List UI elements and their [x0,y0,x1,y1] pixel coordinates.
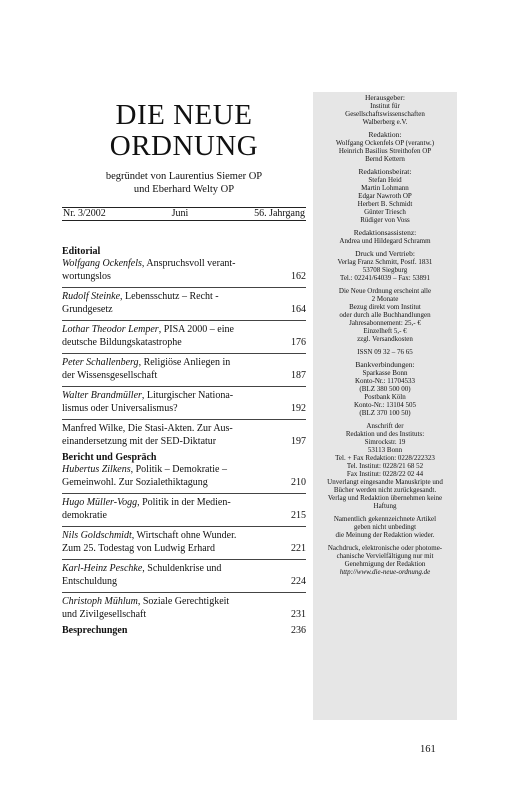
toc-author: Nils Goldschmidt [62,530,132,541]
imprint-line: Verlag Franz Schmitt, Postf. 1831 [337,258,433,266]
toc-title-line1: , Politik – Demokratie – [130,464,227,475]
toc-entry [62,563,306,588]
toc-title-line2: einandersetzung mit der SED-Diktatur [62,435,217,447]
toc-page-number: 176 [291,336,306,348]
toc-page-number: 197 [291,435,306,447]
imprint-line: Fax Institut: 0228/22 02 44 [346,470,424,478]
imprint-line: Anschrift der [366,422,404,430]
besprechungen-page: 236 [291,625,306,636]
toc-page-number: 224 [291,575,306,587]
toc-page-number: 210 [291,476,306,488]
board-heading: Redaktionsbeirat: [358,167,412,176]
imprint-line: Bezug direkt vom Institut [349,303,421,311]
contents-column [62,99,306,636]
toc-author: Lothar Theodor Lemper [62,324,159,335]
toc-page-number: 221 [291,542,306,554]
toc-title-line2: und Zivilgesellschaft [62,608,147,620]
imprint-line: Tel. Institut: 0228/21 68 52 [346,462,424,470]
toc-author: Christoph Mühlum [62,596,138,607]
toc-entry [62,357,306,382]
imprint-line: Sparkasse Bonn [362,369,408,377]
toc-title-line1: , Religiöse Anliegen in [138,357,231,368]
imprint-line: Walberberg e.V. [362,118,408,126]
toc-title-line1: , Lebensschutz – Recht - [120,291,219,302]
toc-entry [62,596,306,621]
toc-title-line2: demokratie [62,509,107,521]
toc-title-line1: , Anspruchsvoll verant- [141,258,236,269]
bank-heading: Bankverbindungen: [355,360,415,369]
imprint-box [313,92,457,720]
imprint-line: Heinrich Basilius Streithofen OP [338,147,432,155]
toc-divider [62,353,306,354]
imprint-line: chanische Vervielfältigung nur mit [336,552,434,560]
toc-title-line1: Manfred Wilke, Die Stasi-Akten. Zur Aus- [62,423,233,434]
toc-entry [62,324,306,349]
imprint-line: (BLZ 380 500 00) [359,385,411,393]
issue-number: Nr. 3/2002 [63,208,106,219]
imprint-line: Einzelheft 5,- € [363,327,407,335]
toc-title-line2: lismus oder Universalismus? [62,402,178,414]
imprint-line: Gesellschaftswissenschaften [345,110,425,118]
toc-author: Hubertus Zilkens [62,464,131,475]
section-heading-editorial: Editorial [62,246,101,257]
subtitle-line2: und Eberhard Welty OP [133,184,235,195]
imprint-line: Konto-Nr.: 13104 505 [353,401,417,409]
imprint-line: 2 Monate [371,295,399,303]
toc-title-line1: , Wirtschaft ohne Wunder. [131,530,237,541]
toc-entry [62,530,306,555]
journal-title [62,100,306,162]
toc-author: Walter Brandmüller [62,390,142,401]
toc-title-line2: Entschuldung [62,575,117,587]
imprint-line: Andrea und Hildegard Schramm [339,237,431,245]
toc-page-number: 164 [291,303,306,315]
toc-divider [62,526,306,527]
website-url: http://www.die-neue-ordnung.de [339,568,431,576]
toc-title-line1: , Soziale Gerechtigkeit [137,596,230,607]
toc-page-number: 231 [291,608,306,620]
toc-title-line1: , PISA 2000 – eine [158,324,234,335]
founders-subtitle [62,170,306,196]
toc-page-number: 215 [291,509,306,521]
imprint-line: zzgl. Versandkosten [357,335,413,343]
toc-title-line1: , Schuldenkrise und [142,563,222,574]
toc-divider [62,386,306,387]
toc-title-line2: der Wissensgesellschaft [62,369,158,381]
imprint-line: Tel.: 02241/64039 – Fax: 53891 [340,274,430,282]
toc-entry [62,497,306,522]
toc-author: Peter Schallenberg [62,357,139,368]
toc-page-number: 187 [291,369,306,381]
imprint-line: Institut für [370,102,400,110]
imprint-line: Unverlangt eingesandte Manuskripte und [327,478,443,486]
toc-title-line1: , Politik in der Medien- [137,497,231,508]
imprint-line: Postbank Köln [364,393,406,401]
print-heading: Druck und Vertrieb: [355,249,415,258]
toc-page-number: 192 [291,402,306,414]
imprint-line: die Meinung der Redaktion wieder. [335,531,435,539]
imprint-line: geben nicht unbedingt [353,523,417,531]
editors-heading: Redaktion: [368,130,402,139]
section-heading-besprechungen [62,625,306,638]
imprint-line: Martin Lohmann [361,184,409,192]
imprint-line: Namentlich gekennzeichnete Artikel [333,515,437,523]
imprint-line: 53113 Bonn [367,446,403,454]
toc-divider [62,287,306,288]
imprint-line: Konto-Nr.: 11704533 [354,377,416,385]
toc-divider [62,493,306,494]
toc-divider [62,592,306,593]
toc-title-line2: wortungslos [62,270,111,282]
imprint-line: oder durch alle Buchhandlungen [339,311,431,319]
imprint-line: Redaktion und des Instituts: [345,430,425,438]
toc-entry [62,464,306,489]
toc-title-line1: , Liturgischer Nationa- [141,390,234,401]
imprint-line: Haftung [373,502,397,510]
toc-divider [62,419,306,420]
imprint-line: (BLZ 370 100 50) [359,409,411,417]
imprint-line: Wolfgang Ockenfels OP (verantw.) [335,139,435,147]
toc-title-line2: deutsche Bildungskatastrophe [62,336,182,348]
toc-page-number: 162 [291,270,306,282]
toc-title-line2: Grundgesetz [62,303,113,315]
imprint-line: Edgar Nawroth OP [358,192,412,200]
imprint-line: Stefan Heid [368,176,402,184]
table-of-contents [62,246,306,638]
imprint-line: Verlag und Redaktion übernehmen keine [327,494,443,502]
toc-author: Wolfgang Ockenfels [62,258,142,269]
imprint-line: Jahresabonnement: 25,- € [349,319,421,327]
journal-title-line2: ORDNUNG [109,130,259,162]
imprint-line: Genehmigung der Redaktion [344,560,426,568]
toc-title-line2: Gemeinwohl. Zur Sozialethiktagung [62,476,208,488]
imprint-line: Bücher werden nicht zurückgesandt. [333,486,437,494]
toc-author: Karl-Heinz Peschke [62,563,143,574]
imprint-line: Bernd Kettern [365,155,405,163]
imprint-line: Rüdiger von Voss [360,216,410,224]
toc-divider [62,559,306,560]
subtitle-line1: begründet von Laurentius Siemer OP [105,171,263,182]
issue-volume: 56. Jahrgang [254,208,305,219]
toc-divider [62,320,306,321]
imprint-line: Herbert B. Schmidt [357,200,413,208]
imprint-line: Tel. + Fax Redaktion: 0228/222323 [335,454,435,462]
assistant-heading: Redaktionsassistenz: [353,228,417,237]
journal-title-line1: DIE NEUE [115,99,253,131]
issn-number: ISSN 09 32 – 76 65 [357,348,413,356]
publisher-heading: Herausgeber: [365,93,405,102]
toc-author: Rudolf Steinke [62,291,121,302]
section-heading-bericht: Bericht und Gespräch [62,452,157,463]
toc-entry [62,390,306,415]
issue-bar [62,207,306,221]
issue-month: Juni [171,208,189,219]
toc-author: Hugo Müller-Vogg [62,497,138,508]
toc-entry [62,291,306,316]
toc-entry [62,258,306,283]
imprint-line: 53708 Siegburg [362,266,408,274]
toc-entry [62,423,306,448]
besprechungen-label: Besprechungen [62,625,128,636]
imprint-line: Die Neue Ordnung erscheint alle [338,287,432,295]
toc-title-line2: Zum 25. Todestag von Ludwig Erhard [62,542,215,554]
imprint-line: Günter Triesch [364,208,406,216]
imprint-line: Nachdruck, elektronische oder photome- [327,544,443,552]
imprint-line: Simrockstr. 19 [364,438,406,446]
page-number: 161 [420,744,436,755]
